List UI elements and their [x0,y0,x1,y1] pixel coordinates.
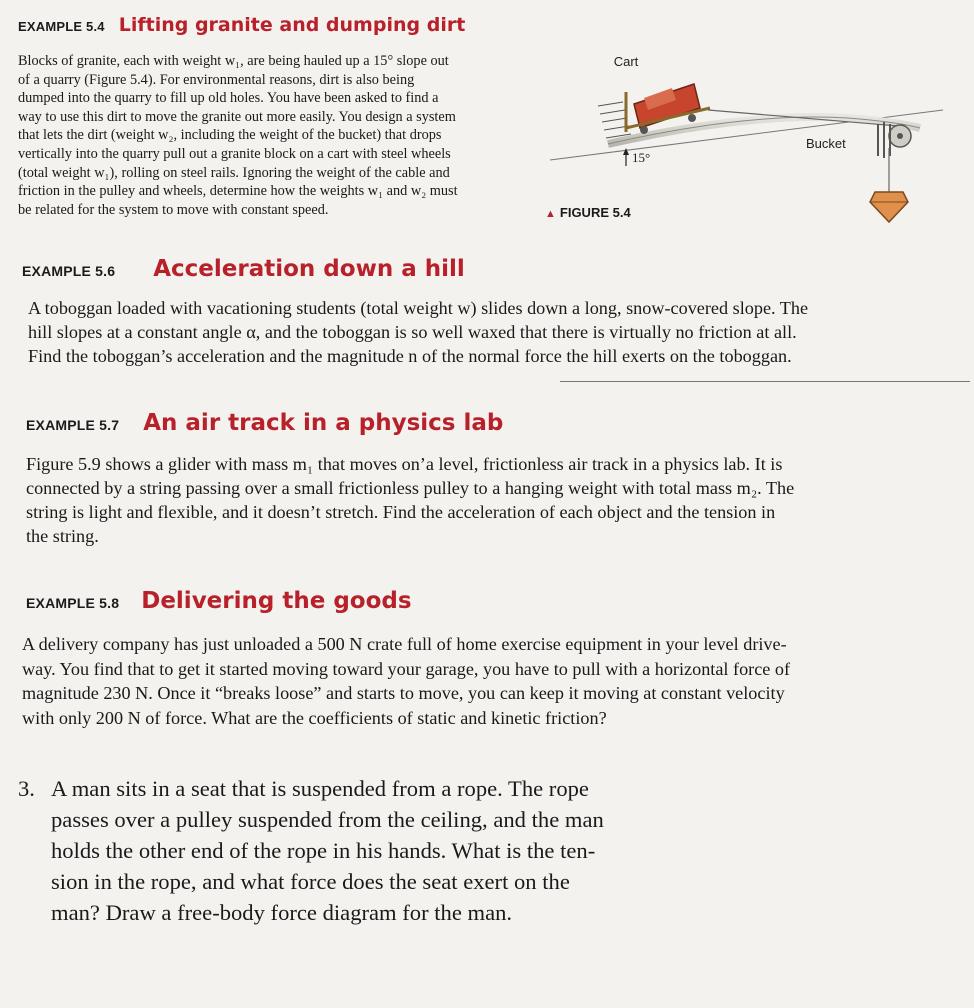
text-line: A delivery company has just unloaded a 500 N crate full of home exercise equipment in your level drive- [22,634,787,654]
pulley [878,122,911,158]
figure-caption [545,205,631,220]
text-line: (total weight w₁), rolling on steel rails. Ignoring the weight of the cable and [18,164,450,181]
example-label: EXAMPLE 5.7 [26,417,120,433]
example-label: EXAMPLE 5.4 [18,19,105,34]
example-title: An air track in a physics lab [143,410,504,436]
example-5-8-heading [26,588,412,614]
example-5-8-text [22,632,952,730]
text-line: string is light and flexible, and it doesn’t stretch. Find the acceleration of each object and the tension in [26,502,776,522]
cart-label: Cart [613,54,639,69]
text-line: of a quarry (Figure 5.4). For environmental reasons, dirt is also being [18,71,415,88]
example-title: Acceleration down a hill [153,256,465,282]
question-text [51,773,778,928]
text-line: magnitude 230 N. Once it “breaks loose” and starts to move, you can keep it moving at constant velocity [22,683,785,703]
text-line: way. You find that to get it started moving toward your garage, you have to pull with a horizontal force of [22,658,791,679]
text-line: Find the toboggan’s acceleration and the magnitude n of the normal force the hill exerts on the toboggan. [28,346,792,366]
text-line: the string. [26,526,99,546]
text-line: be related for the system to move with constant speed. [18,201,329,218]
text-line: A man sits in a seat that is suspended from a rope. The rope [51,776,589,801]
example-5-6-heading [22,256,465,282]
example-5-7-heading [26,410,503,436]
example-title: Delivering the goods [141,588,412,614]
example-5-4-heading [18,14,465,36]
example-5-6-text [28,296,960,368]
example-5-4-text [18,52,530,219]
bucket-label: Bucket [806,136,846,151]
text-line: with only 200 N of force. What are the coefficients of static and kinetic friction? [22,707,607,728]
text-line: connected by a string passing over a small frictionless pulley to a hanging weight with total mass m₂. The [26,478,795,498]
example-title: Lifting granite and dumping dirt [118,14,466,36]
text-line: sion in the rope, and what force does the seat exert on the [51,869,570,894]
text-line: vertically into the quarry pull out a granite block on a cart with steel wheels [18,145,451,162]
text-line: man? Draw a free-body force diagram for the man. [51,900,513,925]
question-number: 3. [18,776,35,801]
example-label: EXAMPLE 5.6 [22,263,116,279]
text-line: way to use this dirt to move the granite out more easily. You design a system [18,108,456,125]
text-line: passes over a pulley suspended from the ceiling, and the man [51,807,604,832]
text-line: that lets the dirt (weight w₂, including the weight of the bucket) that drops [18,127,442,144]
text-line: Figure 5.9 shows a glider with mass m₁ that moves on’a level, frictionless air track in a physics lab. It is [26,454,783,474]
text-line: hill slopes at a constant angle α, and the toboggan is so well waxed that there is virtually no friction at all. [28,322,797,342]
divider [560,381,970,382]
text-line: Blocks of granite, each with weight w₁, are being hauled up a 15° slope out [18,53,449,69]
bucket [870,192,908,222]
example-label: EXAMPLE 5.8 [26,595,120,611]
angle-label: 15° [632,150,651,165]
example-5-7-text [26,452,944,548]
caption-text: FIGURE 5.4 [559,205,631,220]
text-line: friction in the pulley and wheels, determine how the weights w₁ and w₂ must [18,183,458,200]
text-line: holds the other end of the rope in his hands. What is the ten- [51,838,596,863]
caption-marker-icon: ▲ [545,208,556,220]
text-line: dumped into the quarry to fill up old holes. You have been asked to find a [18,90,439,107]
text-line: A toboggan loaded with vacationing students (total weight w) slides down a long, snow-covered slope. The [28,298,809,318]
